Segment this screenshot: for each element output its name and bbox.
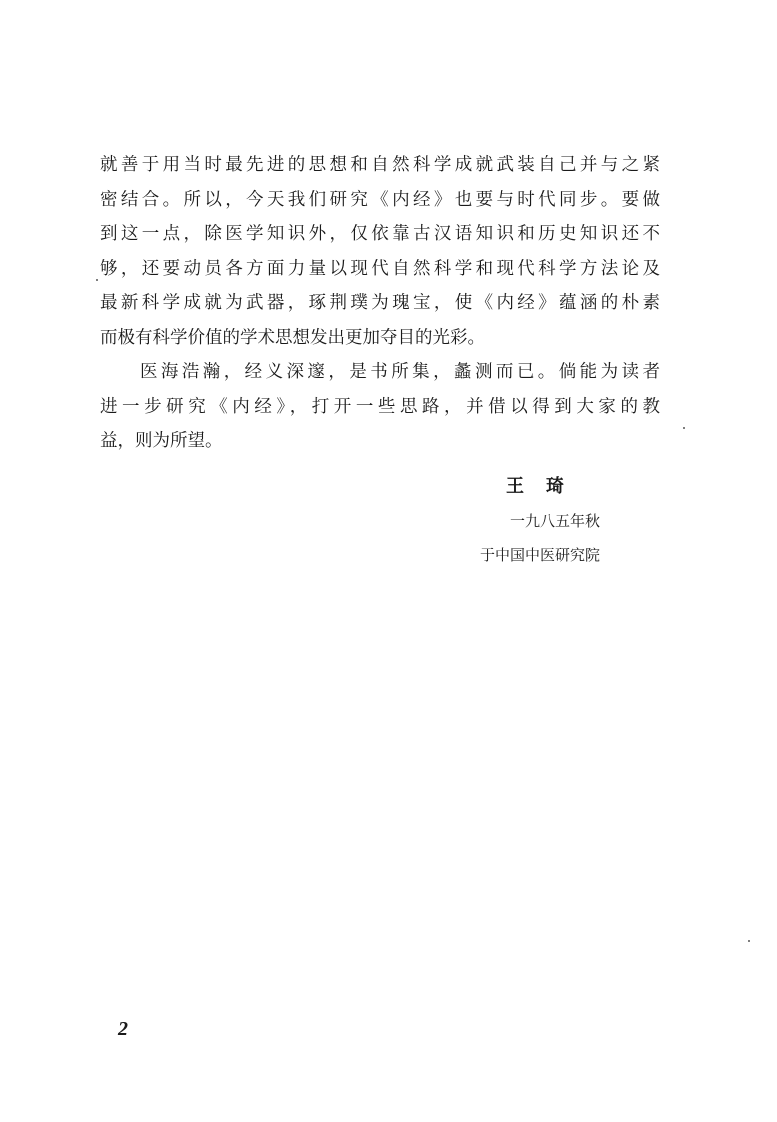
signature-block (470, 470, 630, 572)
signature-date: 一九八五年秋 (510, 512, 601, 530)
text-line: 就善于用当时最先进的思想和自然科学成就武装自己并与之紧 (100, 155, 660, 175)
scan-speck (683, 427, 685, 429)
scan-speck (96, 279, 98, 281)
scan-speck (748, 940, 750, 942)
text-line: 密结合。所以，今天我们研究《内经》也要与时代同步。要做 (100, 189, 660, 210)
text-line: 到这一点，除医学知识外，仅依靠古汉语知识和历史知识还不 (100, 224, 660, 244)
page-number: 2 (118, 1018, 128, 1040)
text-line: 益，则为所望。 (100, 431, 223, 451)
text-line: 医海浩瀚，经义深邃，是书所集，蠡测而已。倘能为读者 (140, 362, 660, 382)
paragraph-1 (100, 148, 660, 355)
paragraph-2 (100, 355, 660, 459)
text-line: 够，还要动员各方面力量以现代自然科学和现代科学方法论及 (100, 258, 660, 279)
signature-place: 于中国中医研究院 (480, 546, 601, 564)
body-text (100, 148, 660, 459)
text-line: 进一步研究《内经》，打开一些思路，并借以得到大家的教 (100, 396, 660, 417)
author-name: 王琦 (506, 476, 586, 497)
text-line: 最新科学成就为武器，琢荆璞为瑰宝，使《内经》蕴涵的朴素 (100, 293, 660, 313)
text-line: 而极有科学价值的学术思想发出更加夺目的光彩。 (100, 327, 485, 348)
